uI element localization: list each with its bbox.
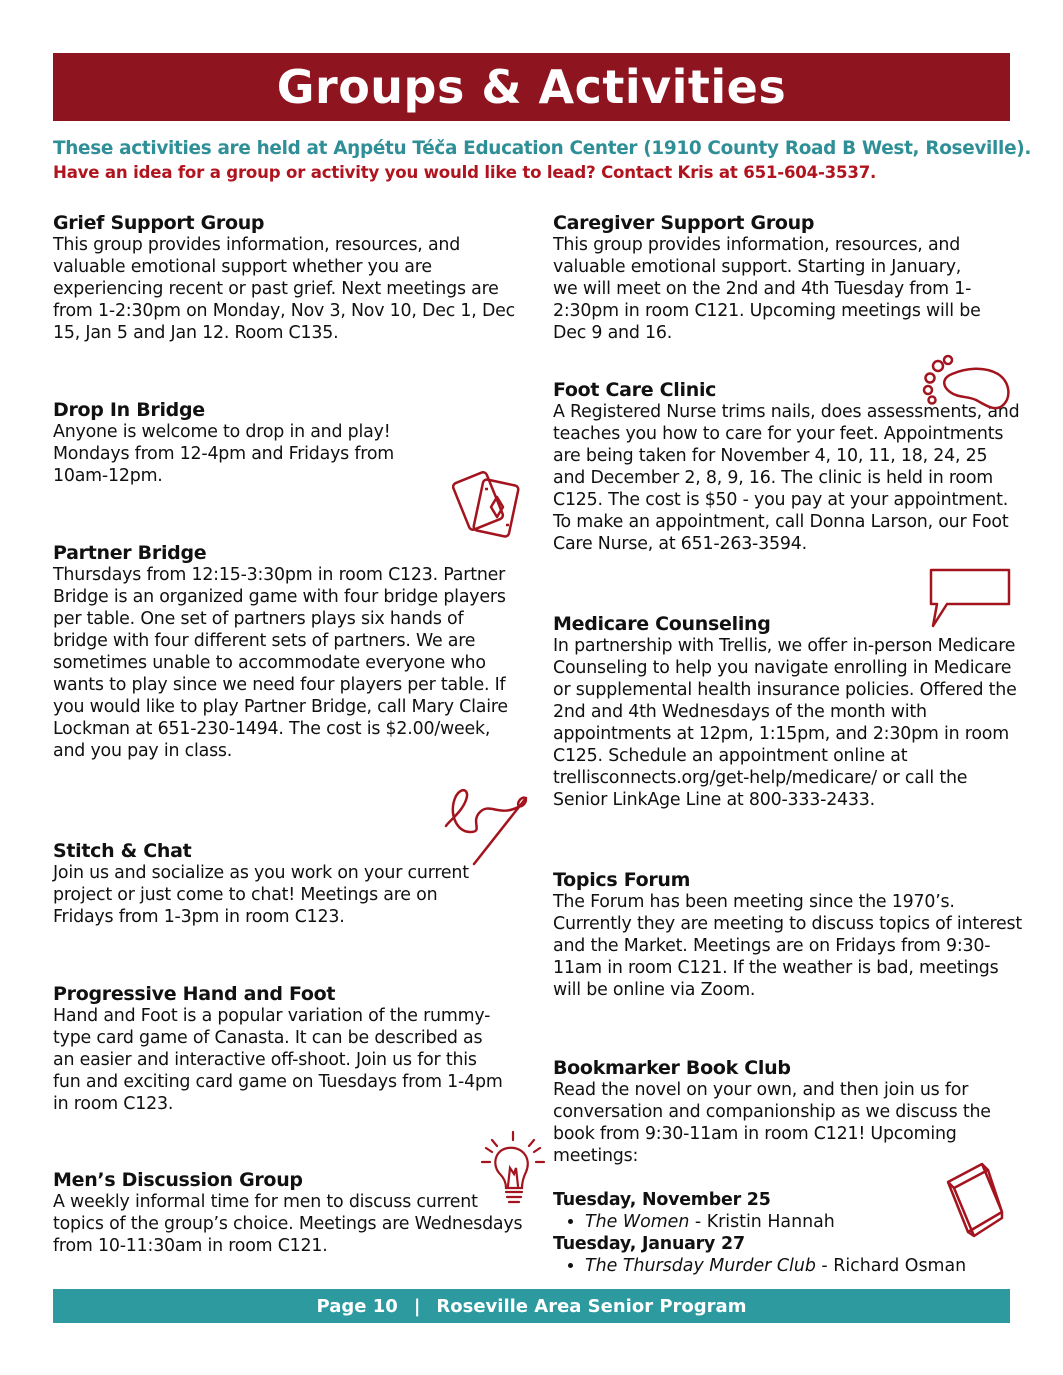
section-title: Grief Support Group: [53, 212, 265, 234]
location-note: These activities are held at Aŋpétu Téča Education Center (1910 County Road B West, Roseville).: [53, 138, 1032, 159]
meeting-date: Tuesday, January 27: [553, 1234, 745, 1254]
section-body: A weekly informal time for men to discuss current topics of the group’s choice. Meetings are Wednesdays from 10-11:30am in room C121.: [53, 1192, 523, 1256]
footer-separator: |: [413, 1295, 421, 1317]
meeting-date: Tuesday, November 25: [553, 1190, 771, 1210]
footprint-icon: [918, 352, 1014, 414]
book-title: The Thursday Murder Club: [585, 1256, 816, 1276]
section-body: In partnership with Trellis, we offer in-person Medicare Counseling to help you navigate enrolling in Medicare or supplemental health insurance policies. Offered the 2nd and 4th Wednesdays of the month with appointments at 12pm, 1:15pm, and 2:30pm in room C125. Schedule an appointment online at trellisconnects.org/get-help/medicare/ or call the Senior LinkAge Line at 800-333-2433.: [553, 636, 1017, 810]
section-body: Anyone is welcome to drop in and play! Mondays from 12-4pm and Fridays from 10am-12pm.: [53, 422, 395, 486]
page-title: Groups & Activities: [276, 60, 787, 114]
needle-thread-icon: [440, 782, 532, 872]
section-title: Progressive Hand and Foot: [53, 983, 336, 1005]
medicare-counseling-section: [553, 613, 1023, 811]
book-author: - Richard Osman: [815, 1256, 967, 1276]
book-icon: [940, 1158, 1010, 1242]
section-body: A Registered Nurse trims nails, does assessments, and teaches you how to care for your feet. Appointments are being taken for November 4, 10, 11, 18, 24, 25 and December 2, 8, 9, 16. The clinic is held in room C125. The cost is $50 - you pay at your appointment. To make an appointment, call Donna Larson, our Foot Care Nurse, at 651-263-3594.: [553, 402, 1020, 554]
page-footer: [53, 1289, 1010, 1323]
section-title: Partner Bridge: [53, 542, 207, 564]
section-title: Caregiver Support Group: [553, 212, 815, 234]
playing-cards-icon: [452, 462, 532, 544]
section-title: Drop In Bridge: [53, 399, 205, 421]
grief-support-section: [53, 212, 523, 344]
title-banner: [53, 53, 1010, 121]
section-title: Topics Forum: [553, 869, 691, 891]
book-list: [553, 1255, 1023, 1277]
program-name: Roseville Area Senior Program: [436, 1295, 747, 1317]
mens-discussion-section: [53, 1169, 523, 1257]
section-title: Foot Care Clinic: [553, 379, 717, 401]
section-title: Bookmarker Book Club: [553, 1057, 791, 1079]
light-bulb-icon: [478, 1128, 548, 1212]
section-body: Hand and Foot is a popular variation of the rummy-type card game of Canasta. It can be described as an easier and interactive off-shoot. Join us for this fun and exciting card game on Tuesdays from 1-4pm in room C123.: [53, 1006, 503, 1114]
section-body: Join us and socialize as you work on your current project or just come to chat! Meetings are on Fridays from 1-3pm in room C123.: [53, 863, 469, 927]
partner-bridge-section: [53, 542, 523, 762]
book-author: - Kristin Hannah: [689, 1212, 835, 1232]
section-title: Medicare Counseling: [553, 613, 771, 635]
section-title: Stitch & Chat: [53, 840, 192, 862]
stitch-chat-section: [53, 840, 503, 928]
hand-foot-section: [53, 983, 503, 1115]
topics-forum-section: [553, 869, 1023, 1001]
list-item: [585, 1255, 1023, 1277]
section-title: Men’s Discussion Group: [53, 1169, 303, 1191]
section-body: Thursdays from 12:15-3:30pm in room C123. Partner Bridge is an organized game with four bridge players per table. One set of partners plays six hands of bridge with four different sets of partners. We are sometimes unable to accommodate everyone who wants to play since we need four players per table. If you would like to play Partner Bridge, call Mary Claire Lockman at 651-230-1494. The cost is $2.00/week, and you pay in class.: [53, 565, 508, 761]
caregiver-support-section: [553, 212, 983, 344]
section-body: This group provides information, resources, and valuable emotional support whether you are experiencing recent or past grief. Next meetings are from 1-2:30pm on Monday, Nov 3, Nov 10, Dec 1, Dec 15, Jan 5 and Jan 12. Room C135.: [53, 235, 515, 343]
page-number: Page 10: [316, 1295, 398, 1317]
contact-note: Have an idea for a group or activity you would like to lead? Contact Kris at 651-604-3537.: [53, 163, 877, 182]
section-body: This group provides information, resources, and valuable emotional support. Starting in January, we will meet on the 2nd and 4th Tuesday from 1-2:30pm in room C121. Upcoming meetings will be Dec 9 and 16.: [553, 235, 981, 343]
section-body: The Forum has been meeting since the 1970’s. Currently they are meeting to discuss topics of interest and the Market. Meetings are on Fridays from 9:30-11am in room C121. If the weather is bad, meetings will be online via Zoom.: [553, 892, 1022, 1000]
drop-in-bridge-section: [53, 399, 453, 487]
speech-bubble-icon: [925, 564, 1013, 632]
book-title: The Women: [585, 1212, 690, 1232]
section-body: Read the novel on your own, and then join us for conversation and companionship as we discuss the book from 9:30-11am in room C121! Upcoming meetings:: [553, 1080, 991, 1166]
